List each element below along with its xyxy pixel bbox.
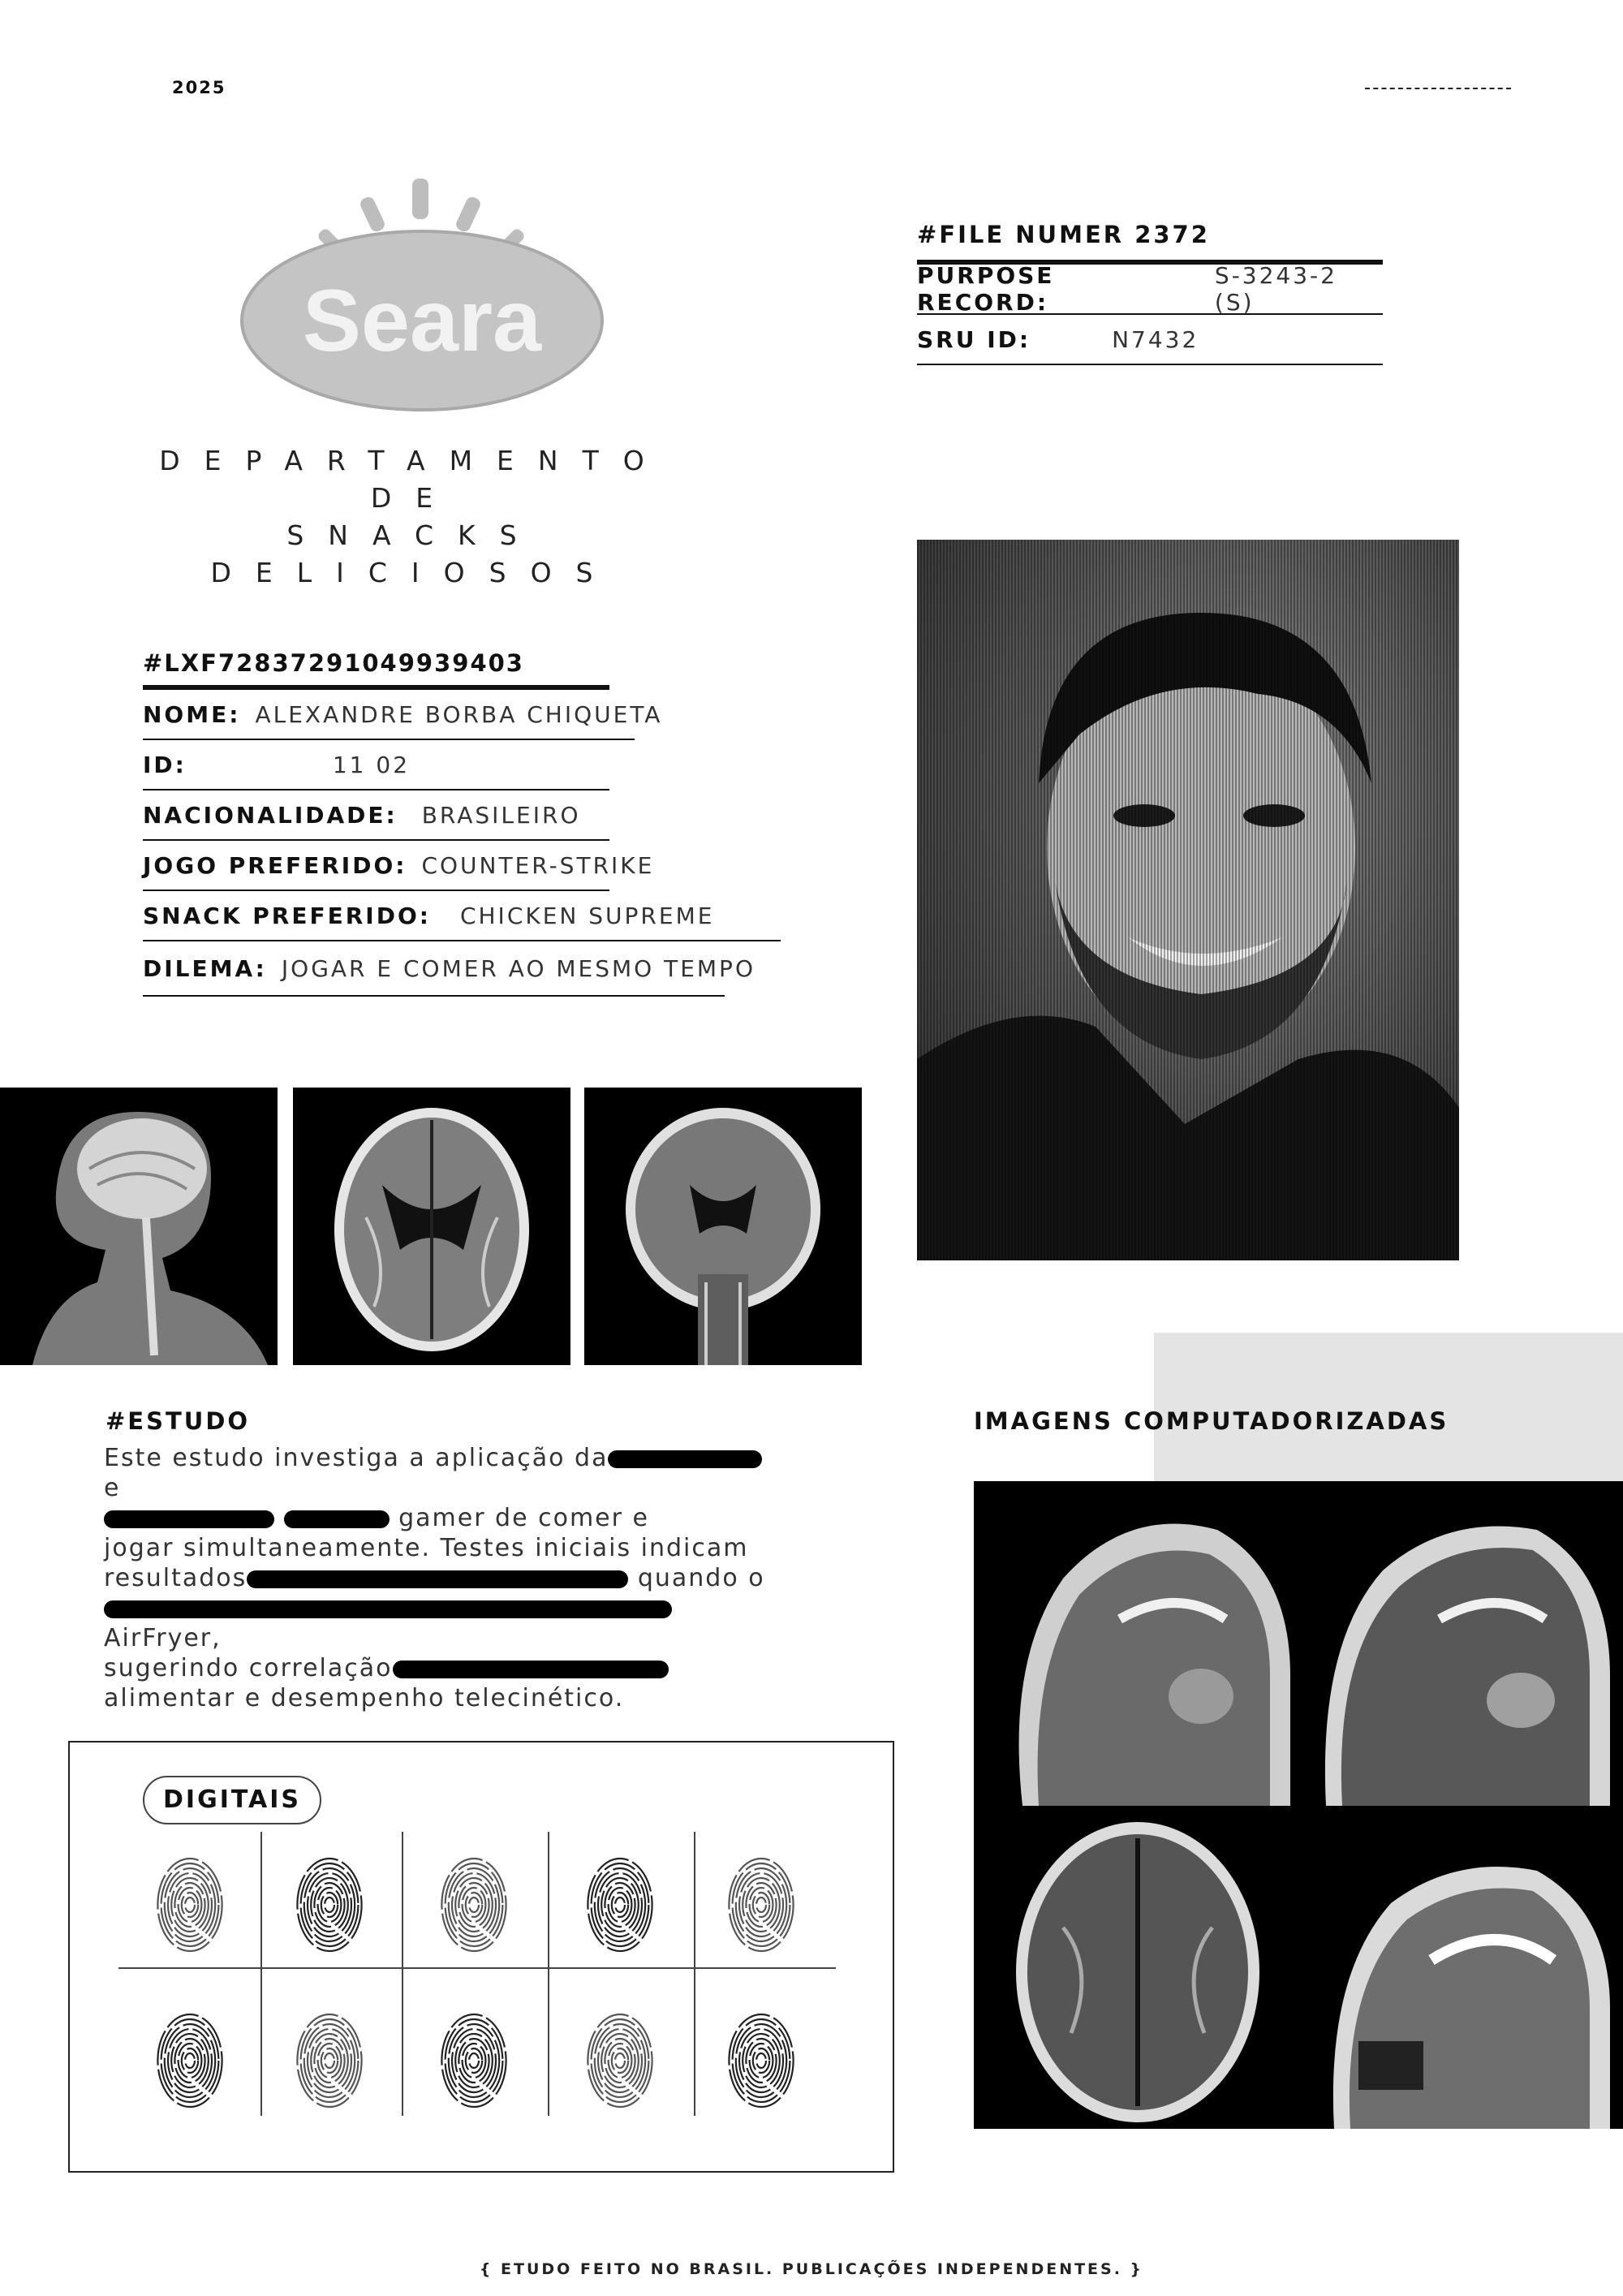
purpose-record-label: PURPOSE RECORD: — [917, 262, 1055, 316]
sru-id-row — [917, 315, 1383, 365]
fingerprint-icon — [729, 2014, 793, 2107]
fingerprint-icon — [297, 2014, 361, 2107]
fingerprint-icon — [588, 2014, 652, 2107]
fingerprint-icon — [157, 1859, 222, 1951]
dilema-value: JOGAR E COMER AO MESMO TEMPO — [281, 954, 756, 982]
digitais-label: DIGITAIS — [143, 1776, 321, 1824]
profile-row-nacionalidade — [143, 790, 609, 841]
nome-label: NOME: — [143, 700, 241, 728]
file-record-block — [917, 221, 1383, 365]
sru-id-label: SRU ID: — [917, 325, 1031, 353]
estudo-line: jogar simultaneamente. Testes iniciais indicam — [104, 1534, 749, 1562]
jogo-value: COUNTER-STRIKE — [421, 851, 655, 879]
department-line-2: SNACKS DELICIOSOS — [210, 519, 618, 588]
profile-row-nome — [143, 690, 663, 740]
nacionalidade-label: NACIONALIDADE: — [143, 801, 398, 829]
mri-sagittal-image-2 — [1302, 1481, 1623, 1806]
mri-axial-image — [974, 1806, 1302, 2129]
estudo-line: resultados quando o — [104, 1564, 765, 1592]
department-title — [105, 442, 722, 592]
subject-portrait — [917, 540, 1459, 1260]
estudo-paragraph — [104, 1443, 777, 1713]
fingerprint-icon — [441, 2014, 506, 2107]
profile-row-dilema — [143, 941, 756, 997]
profile-row-jogo — [143, 841, 655, 891]
purpose-record-row — [917, 262, 1383, 316]
id-label: ID: — [143, 751, 187, 778]
dilema-label: DILEMA: — [143, 954, 267, 982]
estudo-line: gamer de comer e — [104, 1503, 777, 1533]
top-dashed-line — [1365, 88, 1511, 89]
logo-wordmark: Seara — [302, 271, 542, 369]
profile-code: #LXF72837291049939403 — [143, 649, 609, 690]
fingerprint-icon — [297, 1859, 361, 1951]
brain-scan-axial-image — [293, 1088, 570, 1365]
estudo-line: Este estudo investiga a aplicação dae — [104, 1443, 777, 1503]
document-year: 2025 — [172, 78, 226, 97]
sru-id-value: N7432 — [1112, 325, 1199, 353]
brain-scan-coronal-image — [584, 1088, 862, 1365]
profile-block — [143, 649, 784, 997]
fingerprint-icon — [441, 1859, 506, 1951]
department-line-1: DEPARTAMENTO DE — [159, 445, 669, 514]
snack-label: SNACK PREFERIDO: — [143, 902, 431, 929]
mri-sagittal-image-1 — [974, 1481, 1302, 1806]
seara-logo — [219, 170, 625, 438]
estudo-title: #ESTUDO — [105, 1407, 251, 1435]
purpose-record-value: S-3243-2 (S) — [1214, 262, 1337, 316]
jogo-label: JOGO PREFERIDO: — [143, 851, 407, 879]
fingerprint-icon — [157, 2014, 222, 2107]
profile-row-id — [143, 740, 609, 790]
profile-row-snack — [143, 891, 781, 941]
estudo-line: AirFryer, — [104, 1593, 777, 1653]
anatomy-image — [0, 1088, 278, 1365]
mri-sagittal-image-3 — [1302, 1806, 1623, 2129]
fingerprint-icon — [729, 1859, 793, 1951]
fingerprint-icon — [588, 1859, 652, 1951]
estudo-line: sugerindo correlação — [104, 1653, 777, 1683]
nome-value: ALEXANDRE BORBA CHIQUETA — [255, 700, 663, 728]
estudo-line: alimentar e desempenho telecinético. — [104, 1684, 625, 1712]
id-value: 11 02 — [332, 751, 411, 778]
imagens-title: IMAGENS COMPUTADORIZADAS — [974, 1407, 1449, 1435]
snack-value: CHICKEN SUPREME — [459, 902, 715, 929]
nacionalidade-value: BRASILEIRO — [421, 801, 581, 829]
file-number: #FILE NUMER 2372 — [917, 221, 1383, 265]
footer-note: { ETUDO FEITO NO BRASIL. PUBLICAÇÕES INDEPENDENTES. } — [479, 2260, 1144, 2278]
